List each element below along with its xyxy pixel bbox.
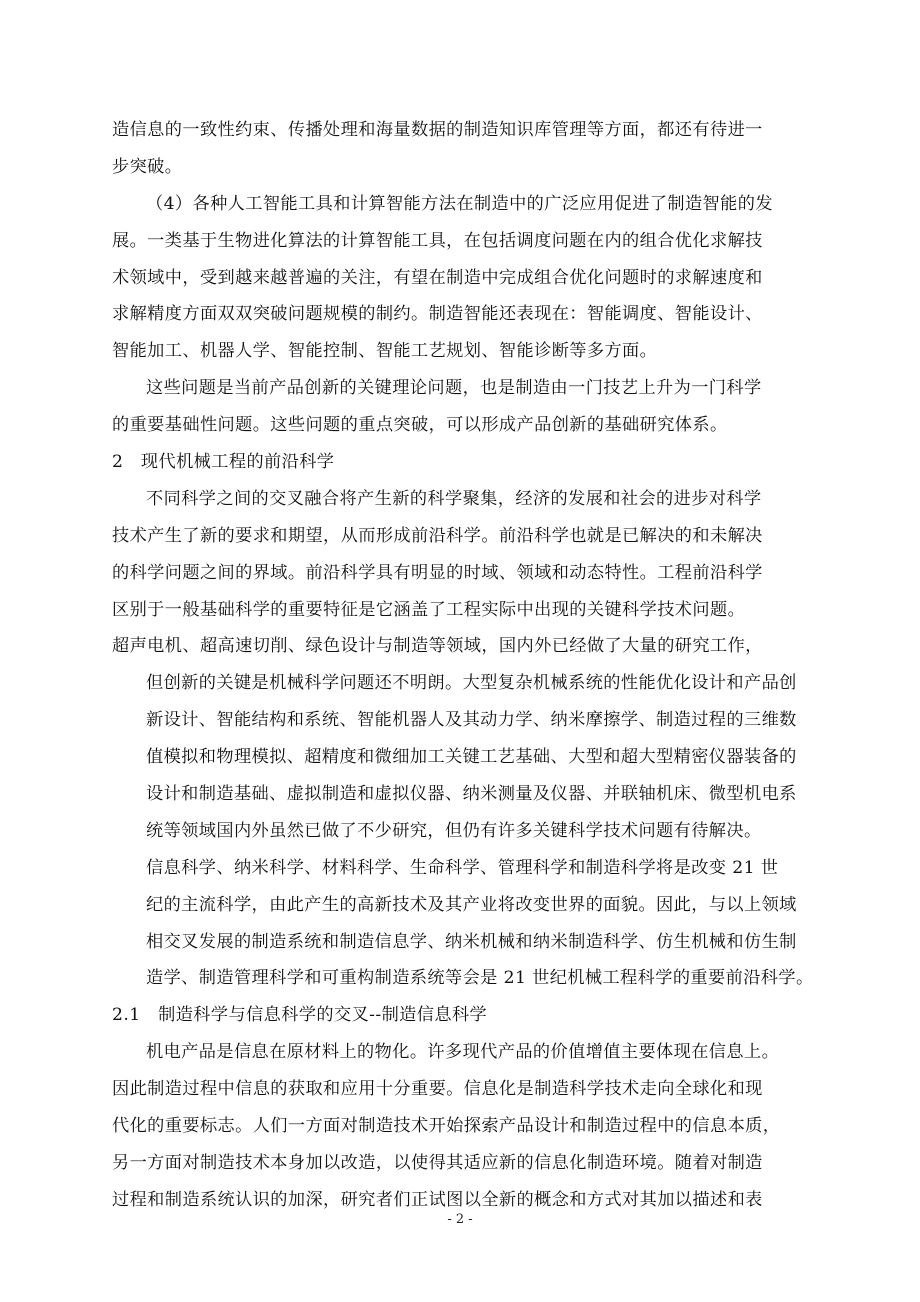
text-line: 技术产生了新的要求和期望，从而形成前沿科学。前沿科学也就是已解决的和未解决 xyxy=(112,525,763,546)
text-line: 步突破。 xyxy=(112,156,183,177)
text-line: 新设计、智能结构和系统、智能机器人及其动力学、纳米摩擦学、制造过程的三维数 xyxy=(146,710,797,731)
text-line: 造信息的一致性约束、传播处理和海量数据的制造知识库管理等方面，都还有待进一 xyxy=(112,120,763,140)
text-line: 值模拟和物理模拟、超精度和微细加工关键工艺基础、大型和超大型精密仪器装备的 xyxy=(146,747,797,768)
text-line: 设计和制造基础、虚拟制造和虚拟仪器、纳米测量及仪器、并联轴机床、微型机电系 xyxy=(146,784,797,805)
text-line: 但创新的关键是机械科学问题还不明朗。大型复杂机械系统的性能优化设计和产品创 xyxy=(146,673,797,694)
section-heading: 2 现代机械工程的前沿科学 xyxy=(112,452,335,473)
text-line: 过程和制造系统认识的加深，研究者们正试图以全新的概念和方式对其加以描述和表 xyxy=(112,1189,763,1210)
text-line: 另一方面对制造技术本身加以改造，以使得其适应新的信息化制造环境。随着对制造 xyxy=(112,1152,763,1173)
text-line: 区别于一般基础科学的重要特征是它涵盖了工程实际中出现的关键科学技术问题。 xyxy=(112,599,746,620)
text-line: 超声电机、超高速切削、绿色设计与制造等领域，国内外已经做了大量的研究工作， xyxy=(112,636,763,657)
body-text xyxy=(112,112,814,1219)
text-line: 信息科学、纳米科学、材料科学、生命科学、管理科学和制造科学将是改变 21 世 xyxy=(146,857,779,878)
page-number: - 2 - xyxy=(447,1212,473,1227)
text-line: 机电产品是信息在原材料上的物化。许多现代产品的价值增值主要体现在信息上。 xyxy=(146,1042,780,1063)
text-line: 因此制造过程中信息的获取和应用十分重要。信息化是制造科学技术走向全球化和现 xyxy=(112,1079,763,1100)
text-line: 纪的主流科学，由此产生的高新技术及其产业将改变世界的面貌。因此，与以上领域 xyxy=(146,894,797,915)
text-line: 这些问题是当前产品创新的关键理论问题，也是制造由一门技艺上升为一门科学 xyxy=(146,378,762,399)
text-line: 相交叉发展的制造系统和制造信息学、纳米机械和纳米制造科学、仿生机械和仿生制 xyxy=(146,931,797,952)
text-line: 展。一类基于生物进化算法的计算智能工具，在包括调度问题在内的组合优化求解技 xyxy=(112,230,763,251)
text-line: 求解精度方面双双突破问题规模的制约。制造智能还表现在：智能调度、智能设计、 xyxy=(112,304,763,325)
text-line: 术领域中，受到越来越普遍的关注，有望在制造中完成组合优化问题时的求解速度和 xyxy=(112,267,763,288)
text-line: 造学、制造管理科学和可重构制造系统等会是 21 世纪机械工程科学的重要前沿科学。 xyxy=(146,968,814,989)
text-line: 智能加工、机器人学、智能控制、智能工艺规划、智能诊断等多方面。 xyxy=(112,341,658,362)
text-line: 的科学问题之间的界域。前沿科学具有明显的时域、领域和动态特性。工程前沿科学 xyxy=(112,562,763,583)
text-line: （4）各种人工智能工具和计算智能方法在制造中的广泛应用促进了制造智能的发 xyxy=(146,193,773,214)
text-line: 代化的重要标志。人们一方面对制造技术开始探索产品设计和制造过程中的信息本质， xyxy=(112,1116,781,1137)
text-line: 统等领域国内外虽然已做了不少研究，但仍有许多关键科学技术问题有待解决。 xyxy=(146,820,762,841)
subsection-heading: 2.1 制造科学与信息科学的交叉--制造信息科学 xyxy=(112,1005,488,1026)
text-line: 的重要基础性问题。这些问题的重点突破，可以形成产品创新的基础研究体系。 xyxy=(112,415,728,436)
text-line: 不同科学之间的交叉融合将产生新的科学聚集，经济的发展和社会的进步对科学 xyxy=(146,488,762,509)
